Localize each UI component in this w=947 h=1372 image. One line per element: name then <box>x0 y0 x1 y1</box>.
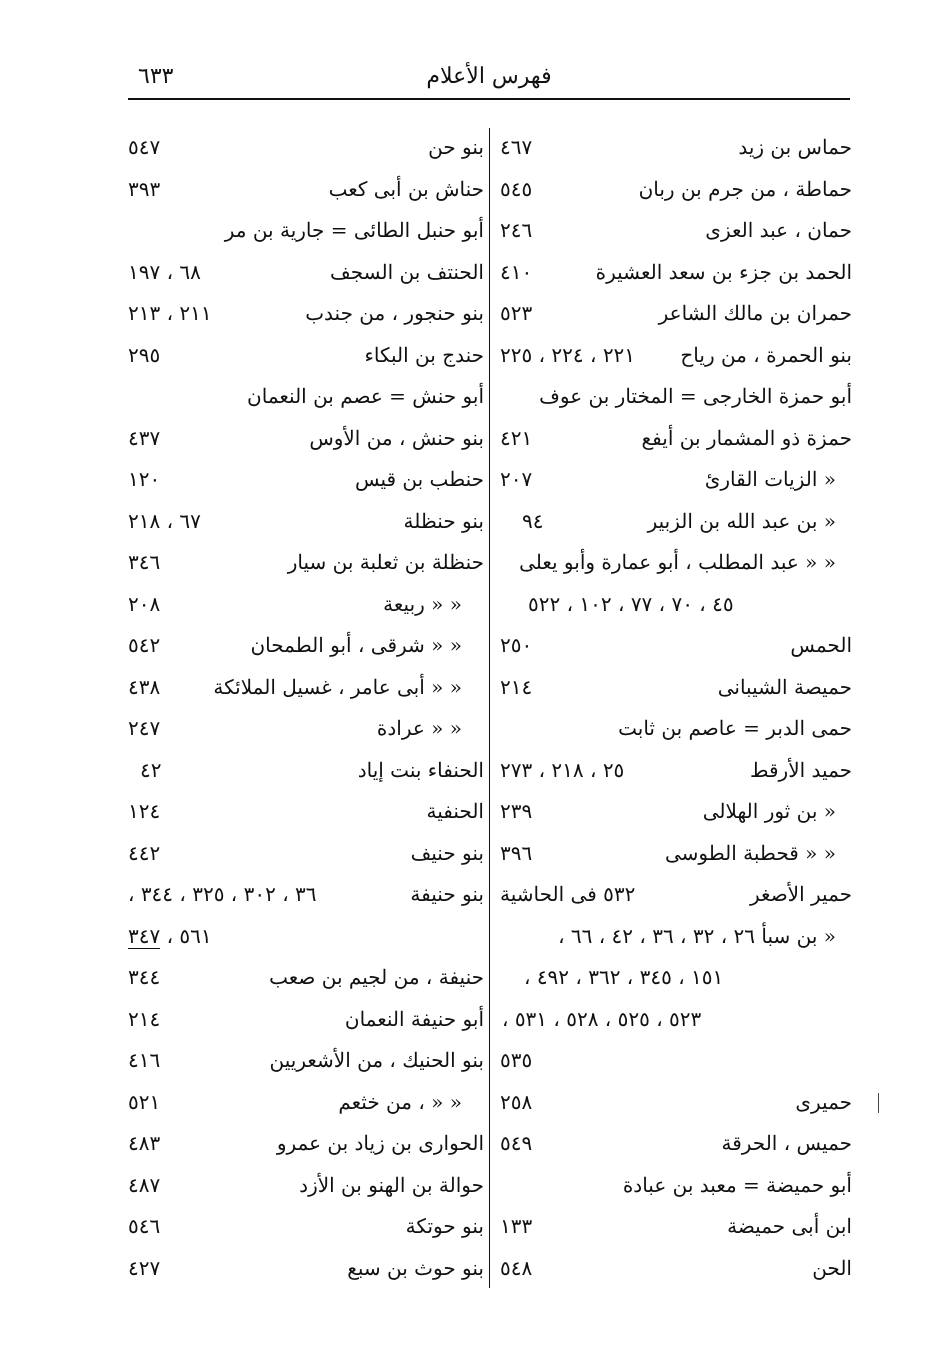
index-entry <box>500 376 852 418</box>
entry-cross-reference: أبو حمزة الخارجى = المختار بن عوف <box>539 384 852 408</box>
index-entry <box>128 1206 484 1248</box>
entry-pages: ٤٣٧ <box>128 425 161 450</box>
entry-name: حنظلة بن ثعلبة بن سيار <box>287 550 484 574</box>
index-entry <box>128 667 484 709</box>
page-header <box>128 58 850 102</box>
index-entry <box>500 210 852 252</box>
entry-pages: ٤٢ <box>140 757 162 782</box>
page-title: فهرس الأعلام <box>426 64 552 89</box>
entry-pages: ٣٩٦ <box>500 840 533 865</box>
entry-pages: ٥٤٧ <box>128 135 161 159</box>
index-entry <box>128 542 484 584</box>
entry-pages: ٣٦ ، ٣٠٢ ، ٣٢٥ ، ٣٤٤ ، <box>128 882 317 906</box>
entry-pages: ١٥١ ، ٣٤٥ ، ٣٦٢ ، ٤٩٢ ، <box>524 965 724 989</box>
entry-pages: ٥٣٢ فى الحاشية <box>500 882 636 906</box>
index-entry <box>128 335 484 377</box>
entry-pages: ٦٨ ، ١٩٧ <box>128 259 201 284</box>
index-entry <box>128 1248 484 1290</box>
entry-pages: ٤٢٧ <box>128 1255 161 1280</box>
index-entry <box>500 418 852 460</box>
entry-name: حميد الأرقط <box>750 757 852 782</box>
index-entry <box>128 750 484 792</box>
entry-cross-reference: حمى الدبر = عاصم بن ثابت <box>618 716 852 740</box>
entry-pages: ١٢٤ <box>128 799 161 823</box>
entry-pages: ٤٨٧ <box>128 1172 161 1197</box>
entry-pages: ٣٩٣ <box>128 176 161 201</box>
column-divider <box>489 128 490 1288</box>
entry-name: بنو حوتكة <box>405 1214 484 1238</box>
entry-name: بنو حنجور ، من جندب <box>305 301 484 325</box>
entry-name: « « شرقى ، أبو الطمحان <box>250 633 462 657</box>
entry-name: الحنفاء بنت إياد <box>357 757 484 782</box>
entry-pages: ٩٤ <box>522 508 544 533</box>
index-entry-continuation <box>128 916 484 958</box>
entry-name: ابن أبى حميضة <box>727 1214 852 1238</box>
index-entry <box>128 418 484 460</box>
entry-name: حناش بن أبى كعب <box>328 176 484 201</box>
right-column <box>500 127 852 1289</box>
index-entry-continuation <box>500 957 852 999</box>
index-entry <box>500 791 852 833</box>
entry-pages: ٤٤٢ <box>128 840 161 865</box>
index-entry <box>500 708 852 750</box>
index-entry <box>500 252 852 294</box>
entry-name: بنو حن <box>428 135 484 159</box>
entry-pages: ٥٤٦ <box>128 1214 161 1238</box>
entry-pages: ٢٤٧ <box>128 716 161 740</box>
entry-name: بنو حنيف <box>410 840 484 865</box>
entry-name: « بن عبد الله بن الزبير <box>647 508 836 533</box>
index-entry <box>128 999 484 1041</box>
index-entry-continuation <box>500 999 852 1041</box>
entry-pages: ٢٣٩ <box>500 799 533 823</box>
entry-name: حماس بن زيد <box>738 135 852 159</box>
entry-pages: ٥٣٥ <box>500 1048 533 1072</box>
entry-cross-reference: أبو حنبل الطائى = جارية بن مر <box>224 218 484 242</box>
header-rule <box>128 98 850 100</box>
entry-pages: ٢٩٥ <box>128 342 161 367</box>
index-entry <box>500 1206 852 1248</box>
entry-pages: ٥٤٩ <box>500 1131 533 1155</box>
margin-mark <box>878 1093 879 1113</box>
entry-pages: ٢٠٨ <box>128 591 161 616</box>
entry-name: « « ربيعة <box>383 591 462 616</box>
entry-pages: ٢٥ ، ٢١٨ ، ٢٧٣ <box>500 757 625 782</box>
entry-pages: ٢٢١ ، ٢٢٤ ، ٢٢٥ <box>500 342 636 367</box>
entry-pages: ٢٥٠ <box>500 633 533 657</box>
entry-name: الحمد بن جزء بن سعد العشيرة <box>595 259 852 284</box>
index-entry <box>128 708 484 750</box>
entry-pages: ٢٤٦ <box>500 218 533 242</box>
index-entry <box>500 750 852 792</box>
entry-pages: ٥٤٢ <box>128 633 161 657</box>
entry-name: الحنفية <box>426 799 484 823</box>
entry-name: حمران بن مالك الشاعر <box>658 301 852 325</box>
entry-pages: ٤١٠ <box>500 259 533 284</box>
index-entry <box>500 335 852 377</box>
entry-pages: ١٣٣ <box>500 1214 533 1238</box>
entry-pages: ٥٢١ <box>128 1089 161 1114</box>
entry-name: حمزة ذو المشمار بن أيفع <box>641 425 852 450</box>
entry-name: حمير الأصغر <box>750 882 852 906</box>
entry-pages <box>128 916 212 958</box>
entry-name: « « قحطبة الطوسى <box>665 840 836 865</box>
entry-cross-reference: أبو حنش = عصم بن النعمان <box>247 384 484 408</box>
entry-name: « بن ثور الهلالى <box>702 799 836 823</box>
entry-name: حنيفة ، من لجيم بن صعب <box>269 965 484 989</box>
page-number: ٦٣٣ <box>138 64 174 89</box>
entry-name: حماطة ، من جرم بن ربان <box>638 176 852 201</box>
index-entry <box>500 501 852 543</box>
entry-name: حندج بن البكاء <box>364 342 484 367</box>
entry-name: حميصة الشيبانى <box>717 674 852 699</box>
entry-pages: ٢٥٨ <box>500 1089 533 1114</box>
index-entry <box>128 1040 484 1082</box>
index-entry <box>128 459 484 501</box>
entry-name: أبو حنيفة النعمان <box>344 1006 484 1031</box>
index-entry <box>500 169 852 211</box>
entry-pages: ٢١٤ <box>128 1006 161 1031</box>
entry-pages: ٤٢١ <box>500 425 533 450</box>
entry-pages: ٢٠٧ <box>500 467 533 491</box>
entry-pages-underlined: ٣٤٧ <box>128 923 161 948</box>
entry-pages: ٤١٦ <box>128 1048 161 1072</box>
entry-name: الحمس <box>790 633 852 657</box>
entry-name: بنو حنيفة <box>410 882 484 906</box>
index-entry <box>128 210 484 252</box>
entry-pages: ٢١١ ، ٢١٣ <box>128 301 212 325</box>
index-entry <box>128 127 484 169</box>
index-entry <box>500 874 852 916</box>
entry-name: بنو الحنيك ، من الأشعريين <box>269 1048 484 1072</box>
index-entry <box>128 293 484 335</box>
index-entry <box>128 791 484 833</box>
index-entry <box>128 957 484 999</box>
entry-name: بنو حوث بن سبع <box>347 1255 484 1280</box>
index-entry <box>128 584 484 626</box>
entry-name: بنو حنظلة <box>403 508 484 533</box>
entry-pages: ٥٤٥ <box>500 176 533 201</box>
index-entry <box>500 542 852 584</box>
entry-pages: ٣٤٤ <box>128 965 161 989</box>
index-entry <box>500 127 852 169</box>
index-entry <box>500 1082 852 1124</box>
index-entry <box>128 376 484 418</box>
index-entry <box>128 1082 484 1124</box>
entry-name: « بن سبأ ٢٦ ، ٣٢ ، ٣٦ ، ٤٢ ، ٦٦ ، <box>558 923 836 948</box>
index-entry <box>500 1123 852 1165</box>
entry-pages: ٦٧ ، ٢١٨ <box>128 508 201 533</box>
index-entry <box>128 501 484 543</box>
entry-name: حميرى <box>795 1089 852 1114</box>
index-entry <box>500 916 852 958</box>
entry-name: « « ، من خثعم <box>338 1089 462 1114</box>
entry-name: « الزيات القارئ <box>704 467 836 491</box>
index-entry <box>128 874 484 916</box>
index-entry <box>500 459 852 501</box>
index-entry <box>128 252 484 294</box>
index-entry <box>500 667 852 709</box>
entry-name: « « عرادة <box>376 716 462 740</box>
entry-name: الحن <box>812 1255 852 1280</box>
entry-pages: ١٢٠ <box>128 467 161 491</box>
index-entry <box>128 169 484 211</box>
entry-pages: ٣٤٦ <box>128 550 161 574</box>
index-entry-continuation <box>500 1040 852 1082</box>
index-entry <box>500 1165 852 1207</box>
index-entry <box>128 1165 484 1207</box>
entry-pages: ٢١٤ <box>500 674 533 699</box>
index-entry <box>128 1123 484 1165</box>
entry-pages: ٥٢٣ ، ٥٢٥ ، ٥٢٨ ، ٥٣١ ، <box>502 1006 702 1031</box>
entry-cross-reference: أبو حميضة = معبد بن عبادة <box>622 1172 852 1197</box>
entry-name: الحوارى بن زياد بن عمرو <box>276 1131 484 1155</box>
entry-pages: ٥٤٨ <box>500 1255 533 1280</box>
index-entry <box>500 293 852 335</box>
entry-name: « « عبد المطلب ، أبو عمارة وأبو يعلى <box>519 550 836 574</box>
left-column <box>128 127 484 1289</box>
entry-pages: ٥٢٣ <box>500 301 533 325</box>
index-entry <box>500 625 852 667</box>
entry-name: بنو الحمرة ، من رياح <box>680 342 852 367</box>
index-entry-continuation <box>500 584 852 626</box>
index-entry <box>500 1248 852 1290</box>
entry-name: بنو حنش ، من الأوس <box>309 425 484 450</box>
index-entry <box>128 833 484 875</box>
index-entry <box>500 833 852 875</box>
index-entry <box>128 625 484 667</box>
entry-name: « « أبى عامر ، غسيل الملائكة <box>213 674 462 699</box>
entry-name: حوالة بن الهنو بن الأزد <box>299 1172 484 1197</box>
entry-name: الحنتف بن السجف <box>330 259 484 284</box>
entry-pages: ٤٥ ، ٧٠ ، ٧٧ ، ١٠٢ ، ٥٢٢ <box>528 591 734 616</box>
entry-name: حمان ، عبد العزى <box>705 218 852 242</box>
entry-pages: ٤٦٧ <box>500 135 533 159</box>
entry-pages-plain: ٥٦١ ، <box>166 923 212 948</box>
entry-name: حنطب بن قيس <box>354 467 484 491</box>
entry-name: حميس ، الحرقة <box>721 1131 852 1155</box>
entry-pages: ٤٨٣ <box>128 1131 161 1155</box>
entry-pages: ٤٣٨ <box>128 674 161 699</box>
